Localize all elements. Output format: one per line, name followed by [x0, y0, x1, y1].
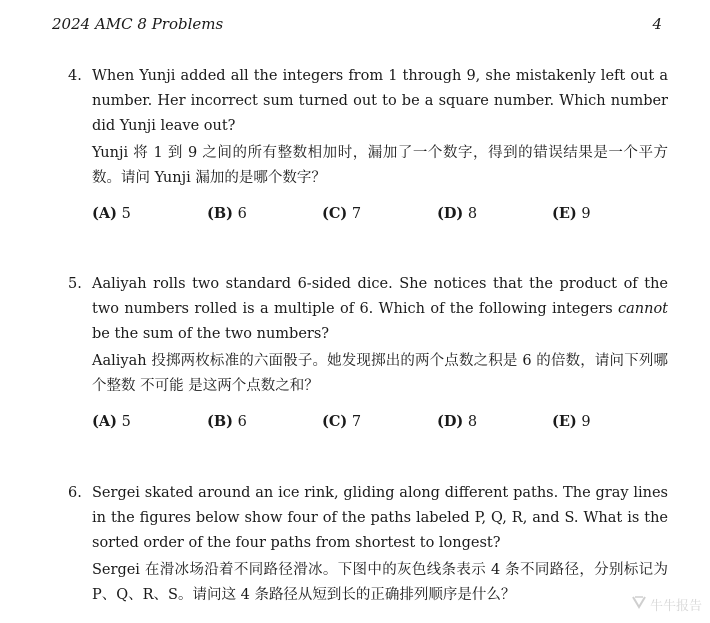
problem-5	[68, 272, 668, 435]
choice-e	[552, 409, 667, 435]
choice-label: (B)	[207, 413, 233, 430]
page-header	[52, 14, 662, 34]
choice-c	[322, 409, 437, 435]
problem-4	[68, 64, 668, 227]
choice-value: 8	[467, 414, 478, 430]
choice-value: 5	[121, 414, 131, 430]
choice-label: (E)	[552, 413, 577, 430]
page-number: 4	[652, 15, 662, 33]
choice-value: 7	[351, 414, 362, 430]
watermark	[628, 591, 702, 617]
problem-number: 5.	[68, 276, 82, 292]
choice-label: (D)	[437, 413, 464, 430]
problem-text-en: Sergei skated around an ice rink, gliding along different paths. The gray lines in the figures below show four of the paths labeled P, Q, R, and S. What is the sorted order of the four paths from shortest to longest?	[92, 485, 668, 551]
choice-label: (C)	[322, 205, 348, 222]
choice-value: 5	[121, 206, 131, 222]
answer-choices	[92, 409, 668, 435]
problem-text-zh: Aaliyah 投掷两枚标准的六面骰子。她发现掷出的两个点数之积是 6 的倍数，请问下列哪个整数 不可能 是这两个点数之和？	[92, 353, 668, 394]
choice-label: (C)	[322, 413, 348, 430]
problem-text-en: Aaliyah rolls two standard 6-sided dice. She notices that the product of the two numbers rolled is a multiple of 6. Which of the following integers cannot be the sum of the two numbers?	[92, 276, 668, 342]
choice-a	[92, 201, 207, 227]
choice-b	[207, 409, 322, 435]
problem-number: 6.	[68, 485, 82, 501]
choice-label: (A)	[92, 413, 117, 430]
header-title: 2024 AMC 8 Problems	[52, 15, 224, 33]
choice-value: 9	[581, 206, 591, 222]
answer-choices	[92, 201, 668, 227]
watermark-text: 牛牛报告	[649, 598, 702, 614]
logo-icon	[631, 594, 647, 614]
choice-d	[437, 409, 552, 435]
choice-label: (B)	[207, 205, 233, 222]
emphasis-text: cannot	[618, 301, 668, 317]
choice-value: 9	[581, 414, 591, 430]
problem-6	[68, 481, 668, 608]
choice-a	[92, 409, 207, 435]
choice-label: (A)	[92, 205, 117, 222]
problem-text-zh: Sergei 在滑冰场沿着不同路径滑冰。下图中的灰色线条表示 4 条不同路径，分别标记为 P、Q、R、S。请问这 4 条路径从短到长的正确排列顺序是什么？	[92, 562, 668, 603]
choice-label: (E)	[552, 205, 577, 222]
problem-number: 4.	[68, 68, 82, 84]
problem-text-zh: Yunji 将 1 到 9 之间的所有整数相加时，漏加了一个数字，得到的错误结果是一个平方数。请问 Yunji 漏加的是哪个数字？	[92, 145, 668, 186]
choice-value: 8	[467, 206, 478, 222]
choice-value: 6	[237, 414, 247, 430]
choice-e	[552, 201, 667, 227]
choice-value: 7	[351, 206, 362, 222]
choice-value: 6	[237, 206, 247, 222]
choice-b	[207, 201, 322, 227]
problem-text-en: When Yunji added all the integers from 1 through 9, she mistakenly left out a number. Her incorrect sum turned out to be a square number. Which number did Yunji leave out?	[92, 68, 668, 134]
choice-label: (D)	[437, 205, 464, 222]
choice-c	[322, 201, 437, 227]
choice-d	[437, 201, 552, 227]
